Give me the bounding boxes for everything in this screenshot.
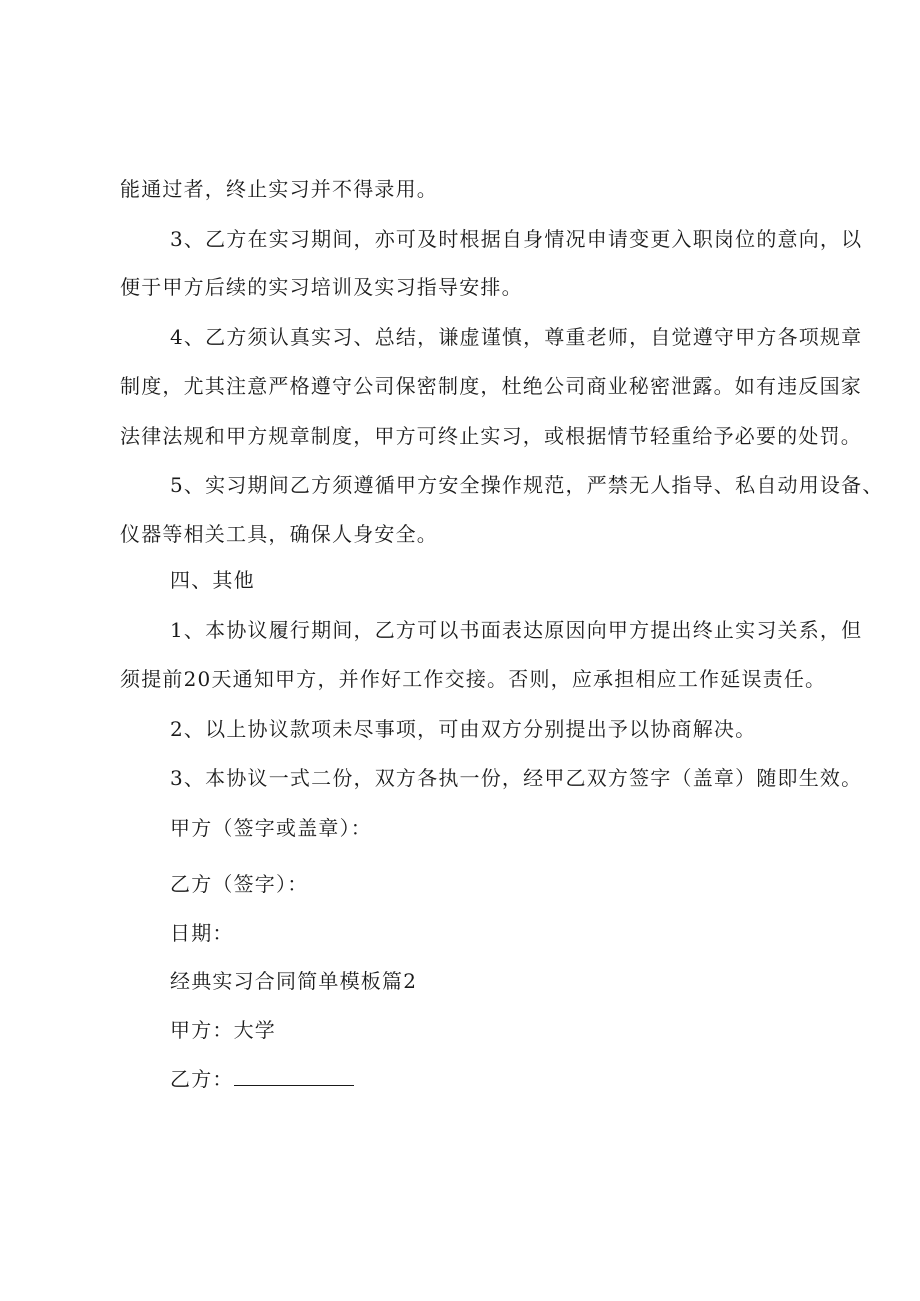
other-clause-1-line-1: 1、本协议履行期间，乙方可以书面表达原因向甲方提出终止实习关系，但 (170, 618, 863, 642)
clause-4-line-3: 法律法规和甲方规章制度，甲方可终止实习，或根据情节轻重给予必要的处罚。 (120, 424, 862, 448)
party-b-blank-underline (234, 1067, 354, 1086)
party-b-label: 乙方： (170, 1067, 234, 1091)
party-a-signature-label: 甲方（签字或盖章）： (170, 816, 372, 840)
party-b-signature-label: 乙方（签字）： (170, 872, 309, 896)
other-clause-3: 3、本协议一式二份，双方各执一份，经甲乙双方签字（盖章）随即生效。 (170, 766, 863, 790)
other-clause-2: 2、以上协议款项未尽事项，可由双方分别提出予以协商解决。 (170, 717, 757, 741)
party-a-field: 甲方：大学 (170, 1018, 276, 1042)
clause-3-line-1: 3、乙方在实习期间，亦可及时根据自身情况申请变更入职岗位的意向，以 (170, 227, 863, 251)
paragraph-line: 能通过者，终止实习并不得录用。 (120, 177, 438, 201)
clause-4-line-2: 制度，尤其注意严格遵守公司保密制度，杜绝公司商业秘密泄露。如有违反国家 (120, 374, 862, 398)
clause-3-line-2: 便于甲方后续的实习培训及实习指导安排。 (120, 275, 523, 299)
section-heading-other: 四、其他 (170, 568, 255, 592)
party-b-field (170, 1066, 354, 1092)
date-label: 日期： (170, 921, 234, 945)
clause-5-line-1: 5、实习期间乙方须遵循甲方安全操作规范，严禁无人指导、私自动用设备、 (170, 473, 884, 497)
clause-5-line-2: 仪器等相关工具，确保人身安全。 (120, 522, 438, 546)
other-clause-1-line-2: 须提前20天通知甲方，并作好工作交接。否则，应承担相应工作延误责任。 (120, 667, 827, 691)
clause-4-line-1: 4、乙方须认真实习、总结，谦虚谨慎，尊重老师，自觉遵守甲方各项规章 (170, 325, 863, 349)
template-title: 经典实习合同简单模板篇2 (170, 969, 418, 993)
